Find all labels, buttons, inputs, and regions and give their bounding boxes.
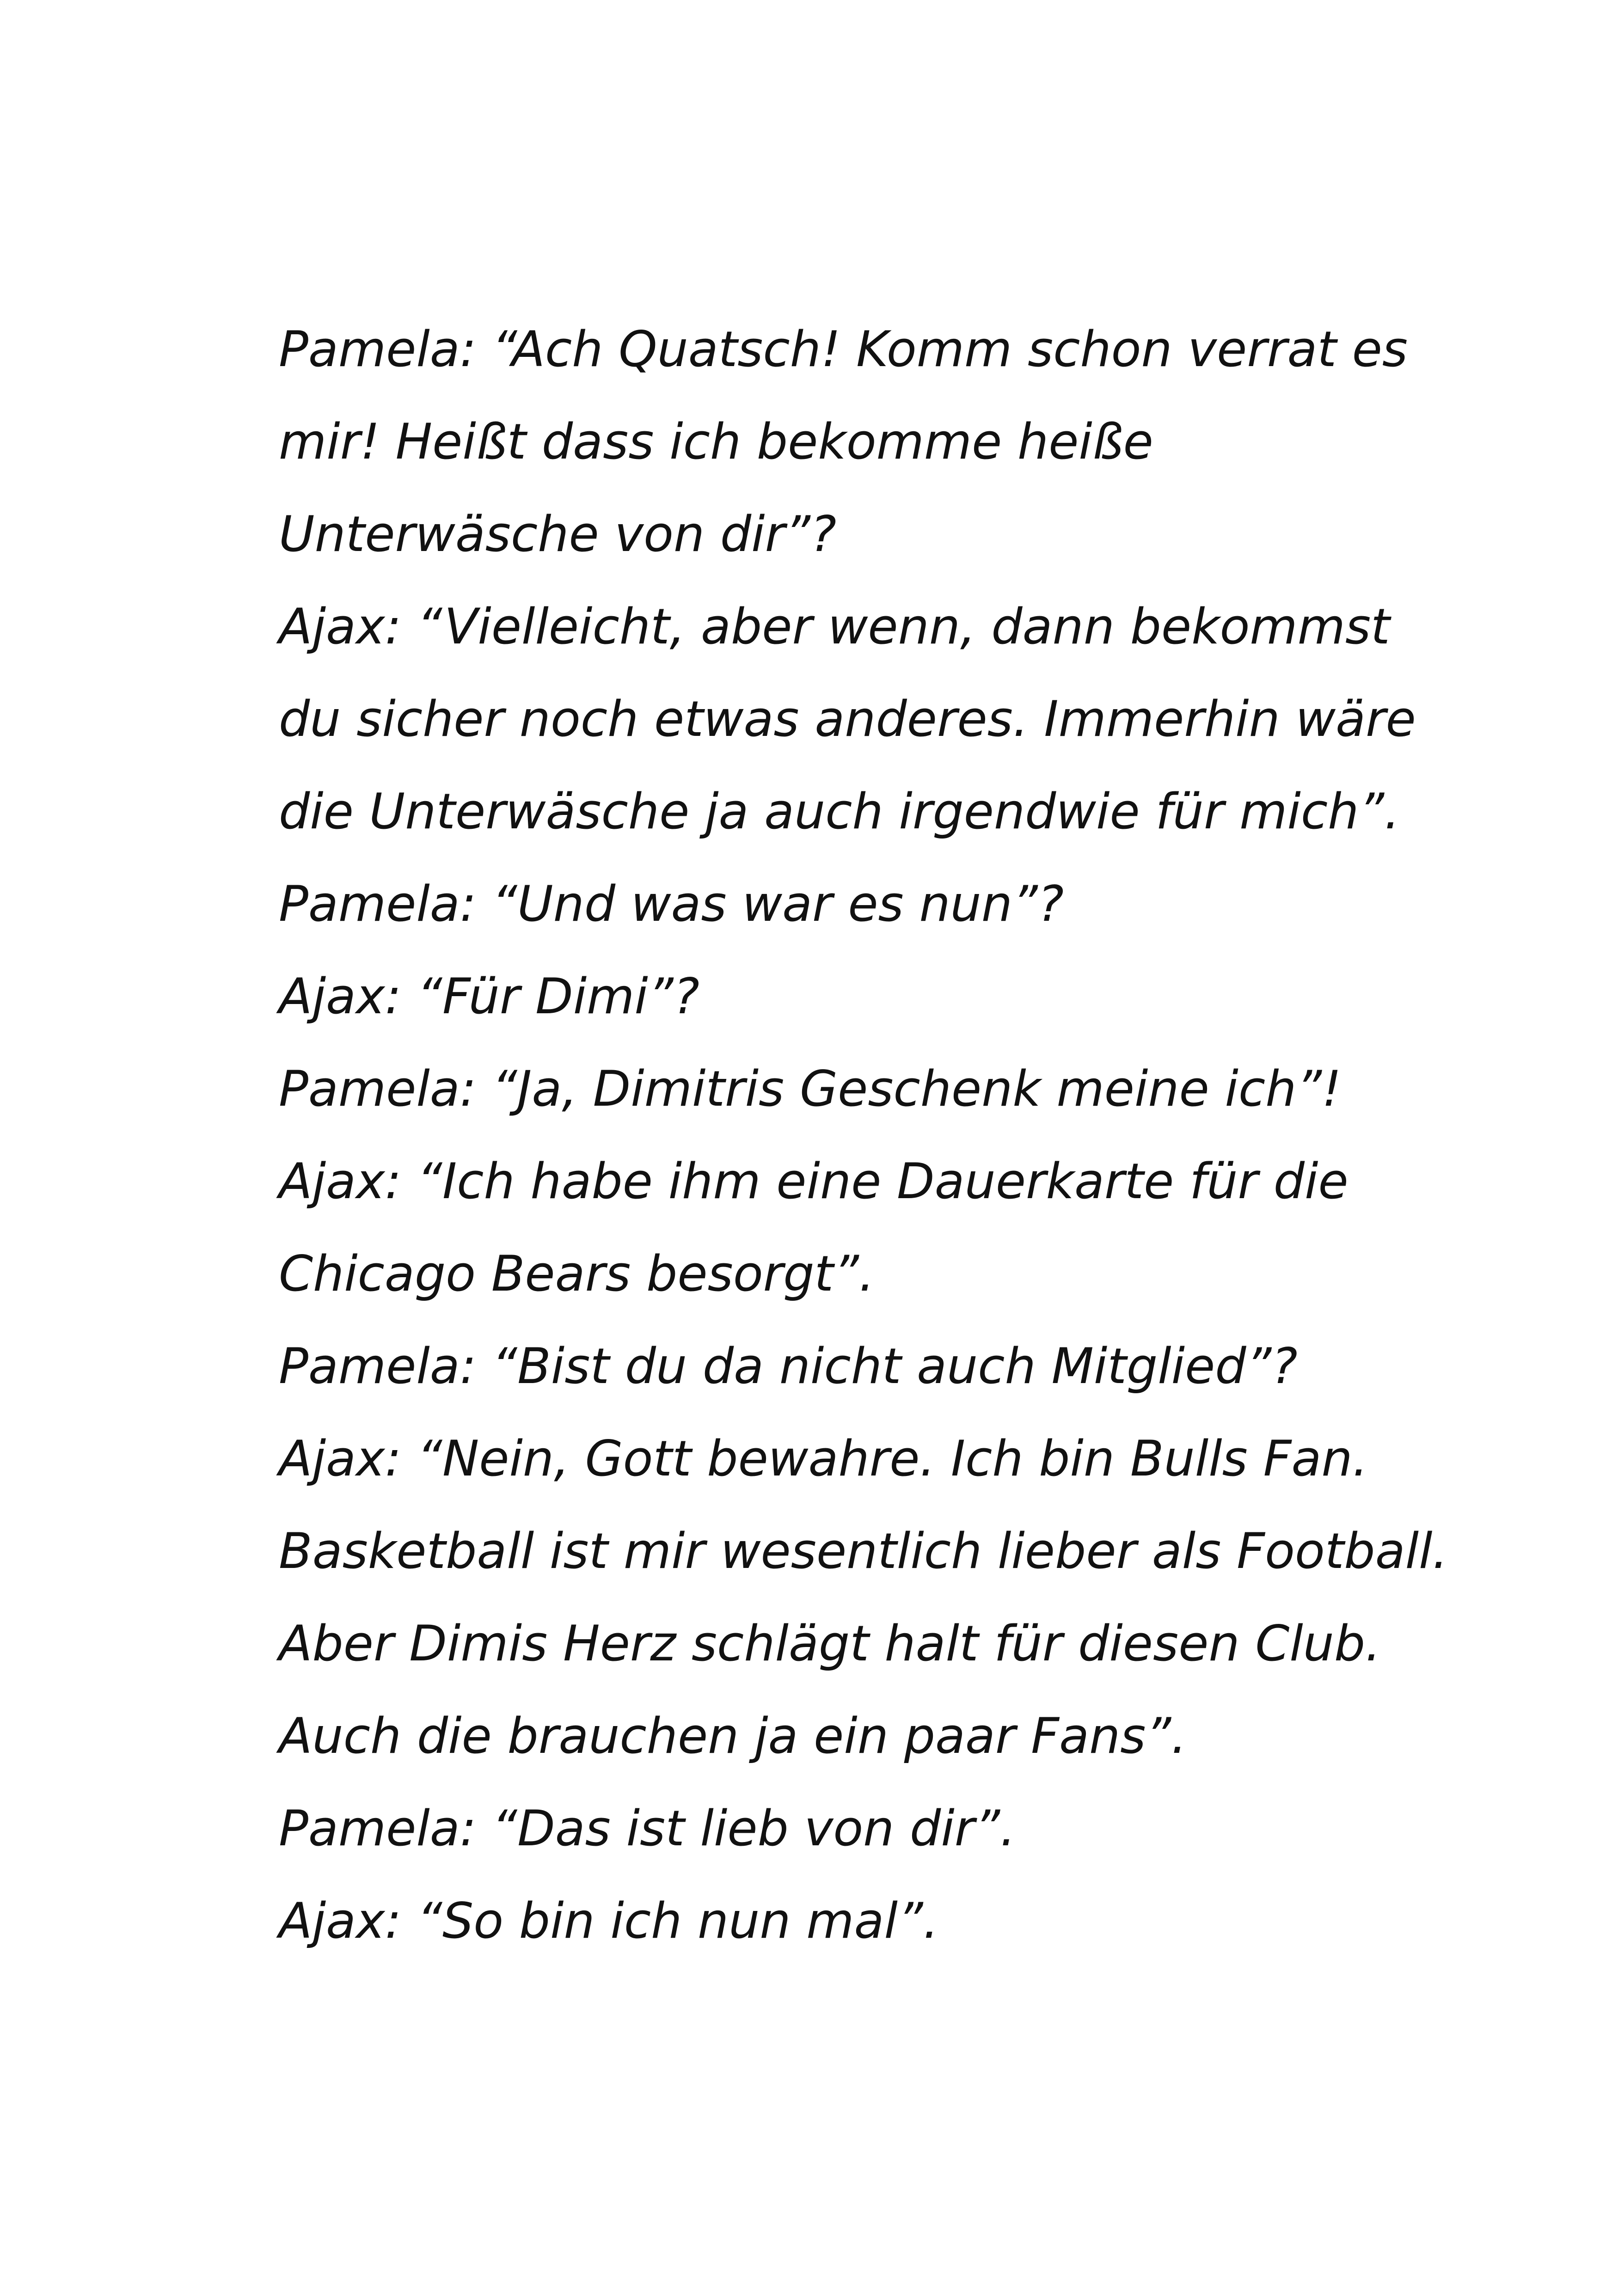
text-line: Auch die brauchen ja ein paar Fans”. xyxy=(279,1708,1187,1764)
text-line: Pamela: “Das ist lieb von dir”. xyxy=(279,1800,1016,1857)
text-line: mir! Heißt dass ich bekomme heiße xyxy=(279,413,1153,470)
text-line: Unterwäsche von dir”? xyxy=(279,506,837,563)
text-line: Pamela: “Ach Quatsch! Komm schon verrat es xyxy=(279,321,1408,378)
text-line: du sicher noch etwas anderes. Immerhin wäre xyxy=(279,691,1416,747)
text-line: Ajax: “Nein, Gott bewahre. Ich bin Bulls Fan. xyxy=(279,1430,1368,1487)
text-line: Pamela: “Ja, Dimitris Geschenk meine ich”! xyxy=(279,1060,1342,1117)
text-line: Ajax: “Ich habe ihm eine Dauerkarte für die xyxy=(279,1153,1348,1210)
text-line: Basketball ist mir wesentlich lieber als Football. xyxy=(279,1523,1448,1580)
text-line: Pamela: “Und was war es nun”? xyxy=(279,876,1064,932)
dialogue-text-block xyxy=(279,317,1462,1981)
text-line: Ajax: “Für Dimi”? xyxy=(279,968,700,1025)
text-line: Ajax: “So bin ich nun mal”. xyxy=(279,1892,939,1949)
text-line: Aber Dimis Herz schlägt halt für diesen Club. xyxy=(279,1615,1381,1672)
text-line: Ajax: “Vielleicht, aber wenn, dann bekommst xyxy=(279,598,1390,655)
text-line: Pamela: “Bist du da nicht auch Mitglied”? xyxy=(279,1338,1298,1395)
text-line: die Unterwäsche ja auch irgendwie für mich”. xyxy=(279,783,1400,840)
text-line: Chicago Bears besorgt”. xyxy=(279,1245,875,1302)
